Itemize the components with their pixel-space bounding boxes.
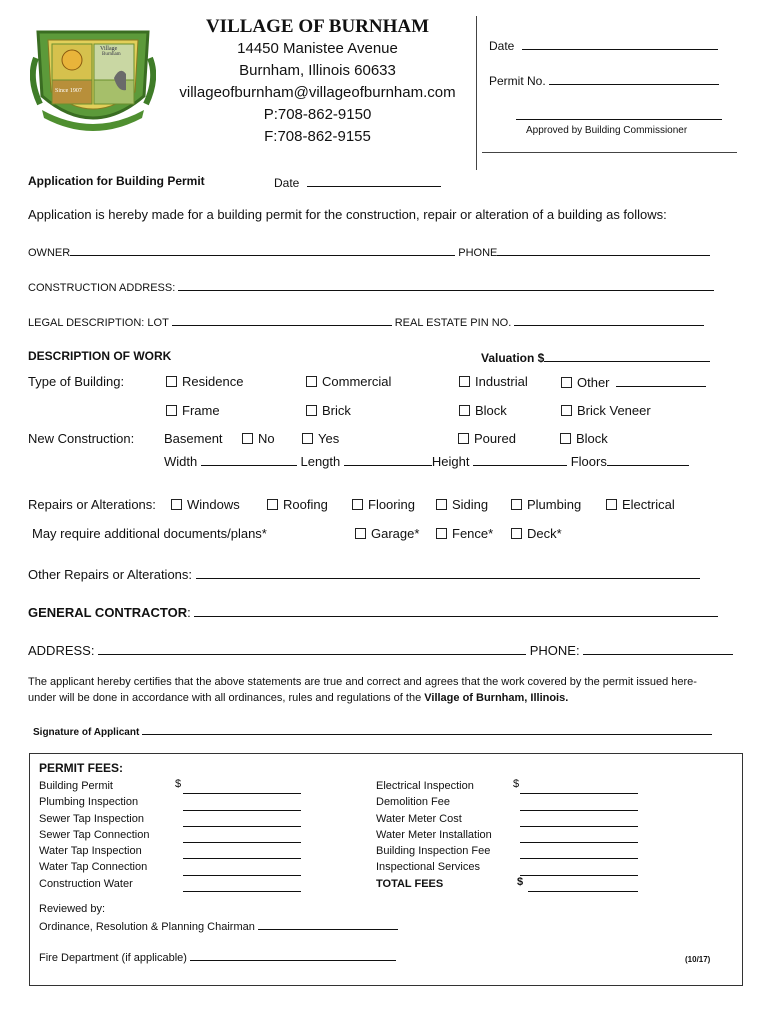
certify-line-2 <box>28 692 568 704</box>
repairs-label: Repairs or Alterations: <box>28 497 156 512</box>
fax-number: F:708-862-9155 <box>264 128 371 145</box>
basement-no-checkbox[interactable] <box>242 433 253 444</box>
other-field[interactable] <box>616 374 706 387</box>
floors-field[interactable] <box>607 453 689 466</box>
fee-building-permit-label: Building Permit <box>39 780 113 792</box>
fee-plumbing-inspection-label: Plumbing Inspection <box>39 796 139 809</box>
fees-left-fields <box>183 778 301 892</box>
seal-text-since: Since 1907 <box>55 88 82 94</box>
roofing-checkbox[interactable] <box>267 499 278 510</box>
fee-field[interactable] <box>183 843 301 859</box>
fees-left-column <box>39 778 149 892</box>
fee-sewer-tap-connection-label: Sewer Tap Connection <box>39 828 150 841</box>
application-date-field[interactable] <box>307 174 441 187</box>
width-field[interactable] <box>201 453 297 466</box>
electrical-label: Electrical <box>622 497 675 512</box>
header-divider-vertical <box>476 16 477 170</box>
other-label: Other <box>577 375 610 390</box>
application-date-label: Date <box>274 176 300 190</box>
garage-label: Garage* <box>371 526 420 541</box>
dimensions-row <box>164 453 689 469</box>
flooring-checkbox[interactable] <box>352 499 363 510</box>
plumbing-label: Plumbing <box>527 497 582 512</box>
basement-block[interactable] <box>560 431 608 446</box>
seal-graphic <box>30 18 156 136</box>
frame-label: Frame <box>182 403 220 418</box>
fence-checkbox[interactable] <box>436 528 447 539</box>
new-construction-label: New Construction: <box>28 431 135 446</box>
siding-label: Siding <box>452 497 489 512</box>
fire-department-label: Fire Department (if applicable) <box>39 952 187 964</box>
construction-address-label: CONSTRUCTION ADDRESS: <box>28 282 176 294</box>
commissioner-signature-field[interactable] <box>516 107 722 120</box>
construction-address-row <box>28 278 714 294</box>
valuation-row <box>481 349 710 365</box>
permit-number-row <box>489 72 719 88</box>
other-checkbox[interactable] <box>561 377 572 388</box>
construction-address-field[interactable] <box>178 278 714 291</box>
fee-electrical-inspection-label: Electrical Inspection <box>376 780 474 792</box>
material-brick-veneer[interactable] <box>561 403 651 418</box>
block-label: Block <box>475 403 507 418</box>
brick-veneer-label: Brick Veneer <box>577 403 651 418</box>
fee-field[interactable] <box>183 827 301 843</box>
permit-date-row <box>489 37 718 53</box>
application-title: Application for Building Permit <box>28 174 205 188</box>
poured-label: Poured <box>474 431 516 446</box>
material-block[interactable] <box>459 403 507 418</box>
type-industrial[interactable] <box>459 374 528 389</box>
fee-water-tap-connection-label: Water Tap Connection <box>39 861 148 874</box>
basement-yes-checkbox[interactable] <box>302 433 313 444</box>
commercial-checkbox[interactable] <box>306 376 317 387</box>
siding-checkbox[interactable] <box>436 499 447 510</box>
fee-construction-water-label: Construction Water <box>39 877 133 890</box>
fee-field[interactable] <box>520 859 638 875</box>
material-frame[interactable] <box>166 403 220 418</box>
basement-yes[interactable] <box>302 431 339 446</box>
contractor-phone-label: PHONE: <box>529 643 580 658</box>
contractor-phone-field[interactable] <box>583 642 733 655</box>
repair-flooring[interactable] <box>352 497 415 512</box>
repair-electrical[interactable] <box>606 497 675 512</box>
basement-label: Basement <box>164 431 223 446</box>
fee-water-meter-cost-label: Water Meter Cost <box>376 812 462 825</box>
fees-left-dollar: $ <box>175 778 182 790</box>
industrial-label: Industrial <box>475 374 528 389</box>
fence-label: Fence* <box>452 526 494 541</box>
type-residence[interactable] <box>166 374 243 389</box>
owner-field[interactable] <box>70 243 455 256</box>
fees-right-dollar: $ <box>513 778 520 790</box>
additional-docs-label: May require additional documents/plans* <box>32 526 267 541</box>
legal-lot-label: LEGAL DESCRIPTION: LOT <box>28 317 169 329</box>
fire-department-row <box>39 950 396 964</box>
deck-label: Deck* <box>527 526 562 541</box>
owner-phone-field[interactable] <box>497 243 710 256</box>
total-fees-field[interactable] <box>528 876 638 892</box>
brick-veneer-checkbox[interactable] <box>561 405 572 416</box>
floors-label: Floors <box>570 454 607 469</box>
revision-date: (10/17) <box>685 955 711 964</box>
fees-right-fields <box>520 778 638 892</box>
fee-field[interactable] <box>520 778 638 794</box>
fee-field[interactable] <box>520 843 638 859</box>
seal-text-village: Village <box>100 46 118 52</box>
fee-field[interactable] <box>183 859 301 875</box>
contractor-field[interactable] <box>194 604 718 617</box>
frame-checkbox[interactable] <box>166 405 177 416</box>
roofing-label: Roofing <box>283 497 328 512</box>
owner-label: OWNER <box>28 247 71 259</box>
certify-line-2-text: under will be done in accordance with all ordinances, rules and regulations of the <box>28 692 425 704</box>
fee-building-inspection-label: Building Inspection Fee <box>376 845 491 858</box>
repair-siding[interactable] <box>436 497 488 512</box>
valuation-label: Valuation $ <box>481 351 545 365</box>
block-checkbox[interactable] <box>459 405 470 416</box>
village-seal-logo <box>30 18 156 136</box>
ordinance-row <box>39 919 398 933</box>
valuation-field[interactable] <box>544 349 710 362</box>
fee-inspectional-services-label: Inspectional Services <box>376 861 480 874</box>
fees-total-dollar: $ <box>517 876 524 888</box>
permit-fees-heading: PERMIT FEES: <box>39 761 124 775</box>
other-repairs-label: Other Repairs or Alterations: <box>28 567 193 582</box>
fee-water-meter-installation-label: Water Meter Installation <box>376 828 492 841</box>
city-state-zip: Burnham, Illinois 60633 <box>239 62 396 79</box>
poured-checkbox[interactable] <box>458 433 469 444</box>
lot-field[interactable] <box>172 313 392 326</box>
other-repairs-row <box>28 566 700 582</box>
reviewed-by-label: Reviewed by: <box>39 903 106 915</box>
length-label: Length <box>300 454 341 469</box>
fee-field[interactable] <box>183 794 301 810</box>
industrial-checkbox[interactable] <box>459 376 470 387</box>
electrical-checkbox[interactable] <box>606 499 617 510</box>
contractor-label: GENERAL CONTRACTOR <box>28 605 188 620</box>
type-commercial[interactable] <box>306 374 391 389</box>
residence-checkbox[interactable] <box>166 376 177 387</box>
height-field[interactable] <box>473 453 567 466</box>
fee-field[interactable] <box>183 778 301 794</box>
plumbing-checkbox[interactable] <box>511 499 522 510</box>
fee-field[interactable] <box>520 794 638 810</box>
contractor-colon: : <box>187 605 191 620</box>
contractor-address-row <box>28 642 733 658</box>
no-label: No <box>258 431 275 446</box>
email-address: villageofburnham@villageofburnham.com <box>179 84 456 101</box>
basement-poured[interactable] <box>458 431 516 446</box>
garage-checkbox[interactable] <box>355 528 366 539</box>
windows-checkbox[interactable] <box>171 499 182 510</box>
yes-label: Yes <box>318 431 340 446</box>
description-heading: DESCRIPTION OF WORK <box>28 349 172 363</box>
fee-field[interactable] <box>520 827 638 843</box>
street-address: 14450 Manistee Avenue <box>237 40 398 57</box>
contractor-row <box>28 604 718 620</box>
header-contact-block <box>160 16 475 148</box>
fee-field[interactable] <box>183 876 301 892</box>
village-name: VILLAGE OF BURNHAM <box>205 16 430 37</box>
contractor-address-field[interactable] <box>98 642 526 655</box>
pin-label: REAL ESTATE PIN NO. <box>394 317 512 329</box>
fee-water-tap-inspection-label: Water Tap Inspection <box>39 845 142 858</box>
fire-department-field[interactable] <box>190 950 396 961</box>
windows-label: Windows <box>187 497 240 512</box>
permit-number-field[interactable] <box>549 72 719 85</box>
material-brick[interactable] <box>306 403 351 418</box>
fee-sewer-tap-inspection-label: Sewer Tap Inspection <box>39 812 144 825</box>
addl-garage[interactable] <box>355 526 419 541</box>
certify-village-name: Village of Burnham, Illinois. <box>424 692 569 704</box>
flooring-label: Flooring <box>368 497 415 512</box>
signature-label: Signature of Applicant <box>33 727 140 738</box>
basement-block-label: Block <box>576 431 608 446</box>
repair-windows[interactable] <box>171 497 240 512</box>
fee-field[interactable] <box>520 811 638 827</box>
total-fees-label: TOTAL FEES <box>376 877 444 890</box>
ordinance-signature-field[interactable] <box>258 919 398 930</box>
other-repairs-field[interactable] <box>196 566 700 579</box>
basement-block-checkbox[interactable] <box>560 433 571 444</box>
intro-text: Application is hereby made for a building permit for the construction, repair or alteration of a building as follows: <box>28 207 667 222</box>
fees-right-column <box>376 778 492 892</box>
signature-row <box>33 724 712 738</box>
approved-by-label: Approved by Building Commissioner <box>526 125 688 136</box>
repair-roofing[interactable] <box>267 497 328 512</box>
application-date-row <box>274 174 441 190</box>
signature-field[interactable] <box>142 724 712 735</box>
addl-fence[interactable] <box>436 526 493 541</box>
certify-line-1: The applicant hereby certifies that the above statements are true and correct and agrees that the work covered by the permit issued here- <box>28 676 697 688</box>
residence-label: Residence <box>182 374 244 389</box>
fee-field[interactable] <box>183 811 301 827</box>
brick-checkbox[interactable] <box>306 405 317 416</box>
repair-plumbing[interactable] <box>511 497 581 512</box>
phone-number: P:708-862-9150 <box>263 106 372 123</box>
deck-checkbox[interactable] <box>511 528 522 539</box>
type-other[interactable] <box>561 374 706 390</box>
legal-description-row <box>28 313 704 329</box>
brick-label: Brick <box>322 403 351 418</box>
ordinance-label: Ordinance, Resolution & Planning Chairman <box>39 921 255 933</box>
contractor-address-label: ADDRESS: <box>28 643 95 658</box>
basement-no[interactable] <box>242 431 275 446</box>
pin-field[interactable] <box>514 313 704 326</box>
seal-text-burnham: Burnham <box>102 52 121 57</box>
fee-demolition-label: Demolition Fee <box>376 796 450 809</box>
type-of-building-label: Type of Building: <box>28 374 125 389</box>
permit-date-field[interactable] <box>522 37 718 50</box>
length-field[interactable] <box>344 453 432 466</box>
header-divider-horizontal <box>482 152 737 153</box>
permit-number-label: Permit No. <box>489 74 546 88</box>
commercial-label: Commercial <box>322 374 392 389</box>
addl-deck[interactable] <box>511 526 562 541</box>
height-label: Height <box>431 454 470 469</box>
permit-date-label: Date <box>489 39 515 53</box>
owner-row <box>28 243 710 259</box>
width-label: Width <box>164 454 198 469</box>
phone-label: PHONE <box>458 247 498 259</box>
